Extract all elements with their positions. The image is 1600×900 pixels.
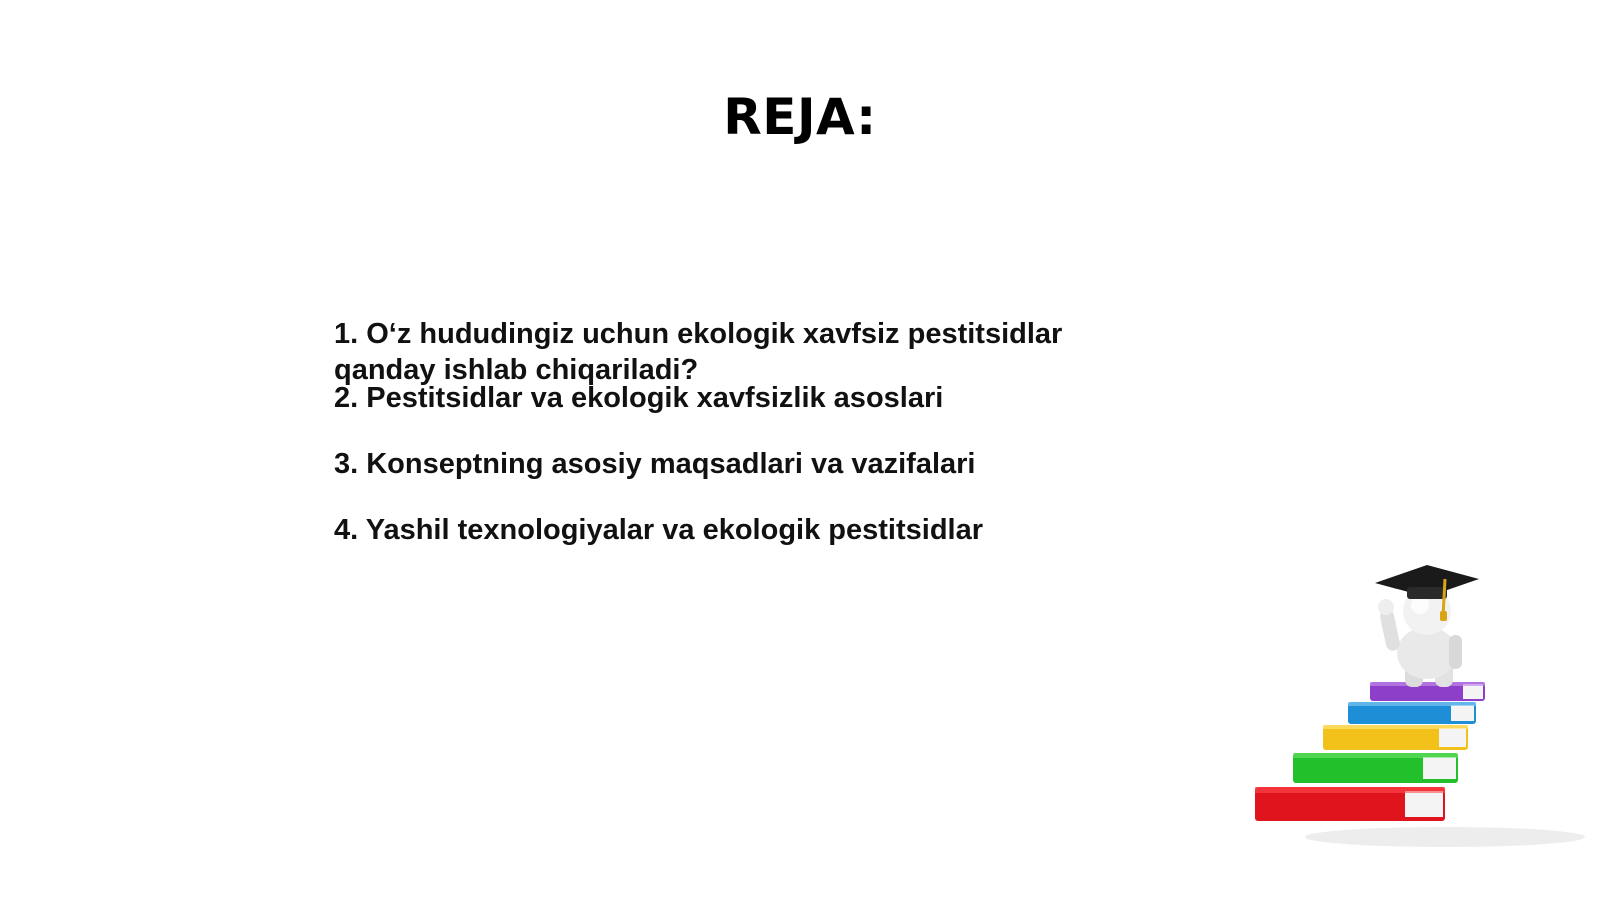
yellow-book (1323, 725, 1468, 750)
green-book (1293, 753, 1458, 783)
plan-item-2: 2. Pestitsidlar va ekologik xavfsizlik asoslari (334, 382, 944, 414)
red-book (1255, 787, 1445, 821)
graduate-on-books-icon (1255, 565, 1585, 865)
graduate-figure (1375, 565, 1479, 687)
book-stack-shadow (1305, 827, 1585, 847)
plan-item-4: 4. Yashil texnologiyalar va ekologik pestitsidlar (334, 514, 984, 546)
slide-title: REJA: (723, 88, 877, 146)
plan-item-3: 3. Konseptning asosiy maqsadlari va vazifalari (334, 448, 976, 480)
blue-book (1348, 702, 1476, 724)
plan-item-1: 1. O‘z hududingiz uchun ekologik xavfsiz pestitsidlar qanday ishlab chiqariladi? (334, 318, 1063, 386)
purple-book (1370, 682, 1485, 701)
